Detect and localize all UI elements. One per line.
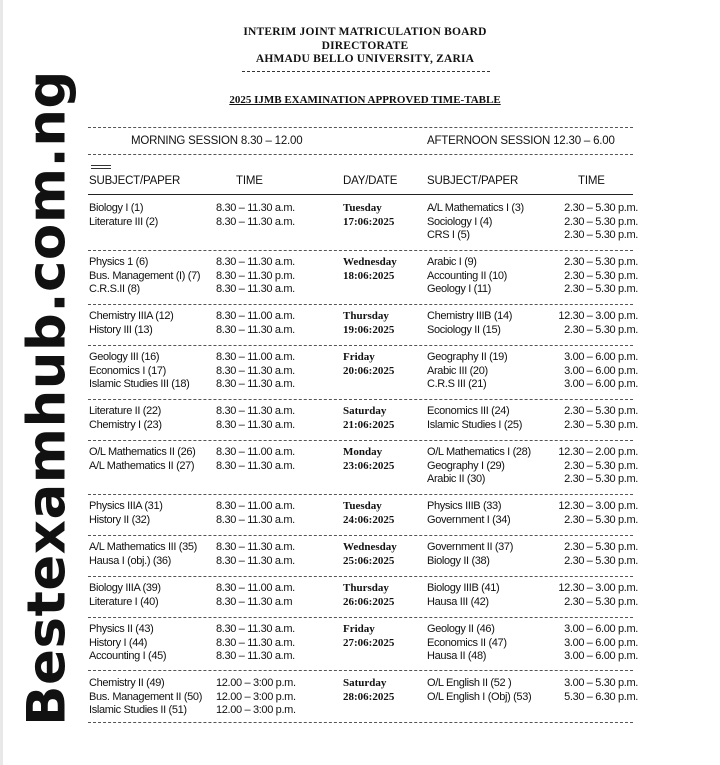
afternoon-times-line: 2.30 – 5.30 p.m.: [564, 595, 638, 608]
morning-times-line: 8.30 – 11.30 a.m.: [216, 636, 295, 649]
afternoon-times-line: 2.30 – 5.30 p.m.: [564, 554, 638, 567]
morning-times: [216, 623, 295, 664]
morning-subjects-line: Bus. Management II (50): [89, 690, 203, 703]
afternoon-times-line: 2.30 – 5.30 p.m.: [564, 283, 638, 295]
col-header-day-date: DAY/DATE: [343, 175, 398, 187]
board-name: INTERIM JOINT MATRICULATION BOARD: [243, 26, 487, 38]
day-date: [343, 202, 394, 229]
top-divider: [88, 127, 633, 128]
afternoon-subjects-line: Islamic Studies I (25): [427, 418, 523, 431]
morning-subjects-line: Physics 1 (6): [89, 256, 149, 268]
morning-subjects-line: Chemistry II (49): [89, 677, 165, 689]
afternoon-times: [540, 541, 638, 568]
day-name: Friday: [343, 623, 375, 635]
morning-subjects-line: C.R.S.II (8): [89, 283, 140, 295]
col-header-time-afternoon: TIME: [578, 175, 605, 187]
afternoon-times-line: 2.30 – 5.30 p.m.: [564, 229, 638, 241]
afternoon-times-line: 3.00 – 6.00 p.m.: [564, 636, 638, 649]
exam-date: 27:06:2025: [343, 636, 395, 649]
afternoon-times: [540, 623, 638, 664]
day-date: [343, 256, 397, 283]
timetable-title: 2025 IJMB EXAMINATION APPROVED TIME-TABLE: [229, 94, 501, 106]
row-divider: [88, 440, 633, 441]
col-header-subject-afternoon: SUBJECT/PAPER: [427, 175, 519, 187]
morning-times-line: 8.30 – 11.30 a.m.: [216, 323, 295, 336]
morning-subjects: [89, 256, 200, 297]
afternoon-subjects: [427, 677, 531, 704]
double-rule-top: [91, 165, 111, 166]
afternoon-subjects-line: Sociology II (15): [427, 323, 501, 336]
afternoon-subjects: [427, 446, 531, 487]
exam-date: 19:06:2025: [343, 323, 395, 336]
afternoon-times-line: 2.30 – 5.30 p.m.: [564, 256, 638, 268]
afternoon-times: [540, 256, 638, 297]
morning-subjects-line: O/L Mathematics II (26): [89, 446, 196, 458]
afternoon-subjects-line: Geography II (19): [427, 351, 508, 363]
exam-date: 23:06:2025: [343, 459, 395, 472]
day-date: [343, 541, 397, 568]
day-name: Monday: [343, 446, 383, 458]
exam-date: 21:06:2025: [343, 418, 395, 431]
morning-times-line: 8.30 – 11.30 p.m.: [216, 269, 295, 282]
morning-times: [216, 202, 295, 229]
double-rule-bottom: [91, 168, 111, 169]
morning-subjects: [89, 310, 173, 337]
afternoon-subjects-line: Arabic II (30): [427, 473, 486, 485]
col-header-time-morning: TIME: [236, 175, 263, 187]
row-divider: [88, 722, 633, 723]
morning-times-line: 12.00 – 3:00 p.m.: [216, 677, 296, 689]
morning-session-label: MORNING SESSION 8.30 – 12.00: [131, 135, 303, 147]
afternoon-subjects: [427, 405, 522, 432]
exam-date: 25:06:2025: [343, 554, 395, 567]
day-name: Saturday: [343, 677, 387, 689]
afternoon-times: [540, 310, 638, 337]
afternoon-subjects-line: O/L English I (Obj) (53): [427, 690, 532, 703]
afternoon-times: [540, 677, 638, 704]
morning-subjects: [89, 351, 189, 392]
day-name: Thursday: [343, 582, 389, 594]
morning-times-line: 8.30 – 11.00 a.m.: [216, 310, 295, 322]
morning-times-line: 8.30 – 11.30 a.m: [216, 595, 293, 608]
afternoon-subjects-line: Government II (37): [427, 541, 514, 553]
afternoon-subjects-line: Chemistry IIIB (14): [427, 310, 513, 322]
row-divider: [88, 535, 633, 536]
exam-date: 28:06:2025: [343, 690, 395, 703]
exam-date: 26:06:2025: [343, 595, 395, 608]
morning-subjects-line: Chemistry IIIA (12): [89, 310, 174, 322]
morning-times-line: 8.30 – 11.00 a.m.: [216, 446, 295, 458]
afternoon-times-line: 2.30 – 5.30 p.m.: [564, 541, 638, 553]
morning-subjects: [89, 623, 166, 664]
afternoon-times-line: 2.30 – 5.30 p.m.: [564, 418, 638, 431]
afternoon-subjects-line: Arabic III (20): [427, 364, 488, 377]
afternoon-subjects: [427, 202, 524, 243]
day-name: Wednesday: [343, 256, 397, 268]
morning-subjects-line: Hausa I (obj.) (36): [89, 554, 171, 567]
morning-times-line: 8.30 – 11.30 a.m.: [216, 418, 295, 431]
afternoon-times: [540, 500, 638, 527]
morning-subjects-line: A/L Mathematics III (35): [89, 541, 197, 553]
morning-subjects-line: History II (32): [89, 513, 150, 526]
morning-subjects: [89, 500, 163, 527]
row-divider: [88, 345, 633, 346]
morning-times-line: 8.30 – 11.30 a.m.: [216, 623, 295, 635]
morning-subjects: [89, 446, 195, 473]
morning-subjects-line: History III (13): [89, 323, 153, 336]
morning-times: [216, 351, 295, 392]
afternoon-subjects: [427, 582, 499, 609]
university-name: AHMADU BELLO UNIVERSITY, ZARIA: [255, 53, 475, 65]
morning-times-line: 8.30 – 11.30 a.m.: [216, 202, 295, 214]
directorate: DIRECTORATE: [321, 40, 409, 52]
afternoon-times-line: 3.00 – 6.00 p.m.: [564, 364, 638, 377]
afternoon-times-line: 3.00 – 6.00 p.m.: [564, 650, 638, 662]
afternoon-subjects-line: Geology II (46): [427, 623, 495, 635]
afternoon-subjects-line: Hausa II (48): [427, 650, 487, 662]
afternoon-subjects-line: Economics II (47): [427, 636, 507, 649]
afternoon-times-line: 3.00 – 6.00 p.m.: [564, 623, 638, 635]
morning-times: [216, 541, 295, 568]
morning-times-line: 8.30 – 11.30 a.m.: [216, 554, 295, 567]
afternoon-times-line: 12.30 – 3.00 p.m.: [558, 582, 638, 594]
day-date: [343, 351, 394, 378]
column-header-rule: [88, 194, 633, 195]
afternoon-subjects: [427, 541, 513, 568]
afternoon-times: [540, 582, 638, 609]
morning-subjects-line: Physics IIIA (31): [89, 500, 163, 512]
morning-subjects-line: Literature III (2): [89, 215, 158, 228]
morning-subjects-line: History I (44): [89, 636, 148, 649]
row-divider: [88, 494, 633, 495]
afternoon-times-line: 2.30 – 5.30 p.m.: [564, 513, 638, 526]
morning-times: [216, 256, 295, 297]
morning-subjects-line: Literature II (22): [89, 405, 161, 417]
morning-subjects: [89, 677, 202, 718]
morning-subjects-line: Economics I (17): [89, 364, 166, 377]
afternoon-times-line: 2.30 – 5.30 p.m.: [564, 215, 638, 228]
row-divider: [88, 670, 633, 671]
afternoon-times: [540, 351, 638, 392]
day-date: [343, 500, 394, 527]
day-name: Saturday: [343, 405, 387, 417]
afternoon-subjects-line: Accounting II (10): [427, 269, 507, 282]
afternoon-subjects: [427, 351, 507, 392]
morning-times: [216, 310, 295, 337]
morning-times-line: 8.30 – 11.30 a.m.: [216, 215, 295, 228]
afternoon-subjects-line: Geology I (11): [427, 283, 491, 295]
morning-times-line: 8.30 – 11.30 a.m.: [216, 378, 295, 390]
afternoon-times: [540, 202, 638, 243]
afternoon-subjects-line: Arabic I (9): [427, 256, 477, 268]
afternoon-times-line: 3.00 – 6.00 p.m.: [564, 351, 638, 363]
afternoon-subjects: [427, 310, 512, 337]
morning-subjects-line: Literature I (40): [89, 595, 159, 608]
row-divider: [88, 617, 633, 618]
day-date: [343, 582, 394, 609]
afternoon-times: [540, 446, 638, 487]
exam-date: 24:06:2025: [343, 513, 395, 526]
afternoon-subjects-line: Physics IIIB (33): [427, 500, 502, 512]
morning-times: [216, 446, 295, 473]
morning-times-line: 8.30 – 11.30 a.m.: [216, 513, 295, 526]
morning-subjects-line: Islamic Studies II (51): [89, 704, 187, 716]
day-name: Friday: [343, 351, 375, 363]
morning-subjects-line: Physics II (43): [89, 623, 154, 635]
day-date: [343, 677, 394, 704]
afternoon-session-label: AFTERNOON SESSION 12.30 – 6.00: [427, 135, 615, 147]
morning-subjects: [89, 202, 158, 229]
morning-subjects-line: Geology III (16): [89, 351, 160, 363]
afternoon-subjects-line: O/L Mathematics I (28): [427, 446, 531, 458]
morning-times-line: 12.00 – 3:00 p.m.: [216, 690, 296, 703]
watermark-text: Bestexamhub.com.ng: [16, 70, 78, 726]
day-name: Tuesday: [343, 202, 382, 214]
day-date: [343, 310, 394, 337]
morning-times: [216, 582, 295, 609]
afternoon-subjects-line: Geography I (29): [427, 459, 505, 472]
afternoon-subjects: [427, 623, 507, 664]
row-divider: [88, 399, 633, 400]
afternoon-subjects-line: Economics III (24): [427, 405, 510, 417]
afternoon-times-line: 3.00 – 5.30 p.m.: [564, 677, 638, 689]
afternoon-subjects-line: A/L Mathematics I (3): [427, 202, 524, 214]
morning-subjects-line: Biology I (1): [89, 202, 144, 214]
afternoon-times-line: 2.30 – 5.30 p.m.: [564, 323, 638, 336]
day-name: Tuesday: [343, 500, 382, 512]
morning-subjects-line: Islamic Studies III (18): [89, 378, 190, 390]
afternoon-subjects-line: O/L English II (52 ): [427, 677, 512, 689]
afternoon-subjects-line: CRS I (5): [427, 229, 470, 241]
afternoon-subjects-line: Biology II (38): [427, 554, 490, 567]
afternoon-times-line: 5.30 – 6.30 p.m.: [564, 690, 638, 703]
morning-times: [216, 405, 295, 432]
morning-subjects: [89, 405, 162, 432]
day-date: [343, 405, 394, 432]
exam-date: 17:06:2025: [343, 215, 395, 228]
afternoon-subjects: [427, 256, 507, 297]
morning-subjects: [89, 582, 161, 609]
day-name: Thursday: [343, 310, 389, 322]
morning-times-line: 8.30 – 11.30 a.m.: [216, 256, 295, 268]
morning-times-line: 8.30 – 11.30 a.m.: [216, 405, 295, 417]
day-date: [343, 446, 394, 473]
morning-times-line: 8.30 – 11.30 a.m.: [216, 459, 295, 472]
morning-times-line: 8.30 – 11.00 a.m.: [216, 582, 295, 594]
day-date: [343, 623, 394, 650]
afternoon-subjects-line: Sociology I (4): [427, 215, 493, 228]
morning-subjects-line: A/L Mathematics II (27): [89, 459, 195, 472]
morning-times-line: 8.30 – 11.30 a.m.: [216, 283, 295, 295]
row-divider: [88, 250, 633, 251]
col-header-subject-morning: SUBJECT/PAPER: [89, 175, 181, 187]
afternoon-times-line: 2.30 – 5.30 p.m.: [564, 473, 638, 485]
morning-times-line: 8.30 – 11.00 a.m.: [216, 351, 295, 363]
morning-times-line: 8.30 – 11.30 a.m.: [216, 650, 295, 662]
afternoon-times-line: 2.30 – 5.30 p.m.: [564, 459, 638, 472]
page-edge-shadow: [0, 0, 3, 765]
afternoon-times-line: 12.30 – 2.00 p.m.: [558, 446, 638, 458]
row-divider: [88, 304, 633, 305]
morning-times-line: 8.30 – 11.30 a.m.: [216, 364, 295, 377]
morning-times: [216, 500, 295, 527]
header-divider: [242, 71, 490, 72]
afternoon-subjects-line: Biology IIIB (41): [427, 582, 500, 594]
afternoon-subjects: [427, 500, 510, 527]
afternoon-times-line: 12.30 – 3.00 p.m.: [558, 500, 638, 512]
exam-date: 18:06:2025: [343, 269, 395, 282]
morning-subjects: [89, 541, 197, 568]
morning-subjects-line: Biology IIIA (39): [89, 582, 161, 594]
morning-subjects-line: Accounting I (45): [89, 650, 167, 662]
exam-date: 20:06:2025: [343, 364, 395, 377]
morning-times-line: 8.30 – 11.00 a.m.: [216, 500, 295, 512]
afternoon-subjects-line: Government I (34): [427, 513, 511, 526]
afternoon-times-line: 12.30 – 3.00 p.m.: [558, 310, 638, 322]
afternoon-times-line: 2.30 – 5.30 p.m.: [564, 405, 638, 417]
afternoon-times-line: 2.30 – 5.30 p.m.: [564, 269, 638, 282]
afternoon-times-line: 3.00 – 6.00 p.m.: [564, 378, 638, 390]
morning-subjects-line: Bus. Management (I) (7): [89, 269, 201, 282]
morning-times-line: 12.00 – 3:00 p.m.: [216, 704, 296, 716]
day-name: Wednesday: [343, 541, 397, 553]
row-divider: [88, 576, 633, 577]
afternoon-times: [540, 405, 638, 432]
session-divider: [88, 154, 633, 155]
morning-subjects-line: Chemistry I (23): [89, 418, 162, 431]
afternoon-times-line: 2.30 – 5.30 p.m.: [564, 202, 638, 214]
afternoon-subjects-line: C.R.S III (21): [427, 378, 487, 390]
morning-times: [216, 677, 296, 718]
morning-times-line: 8.30 – 11.30 a.m.: [216, 541, 295, 553]
afternoon-subjects-line: Hausa III (42): [427, 595, 489, 608]
